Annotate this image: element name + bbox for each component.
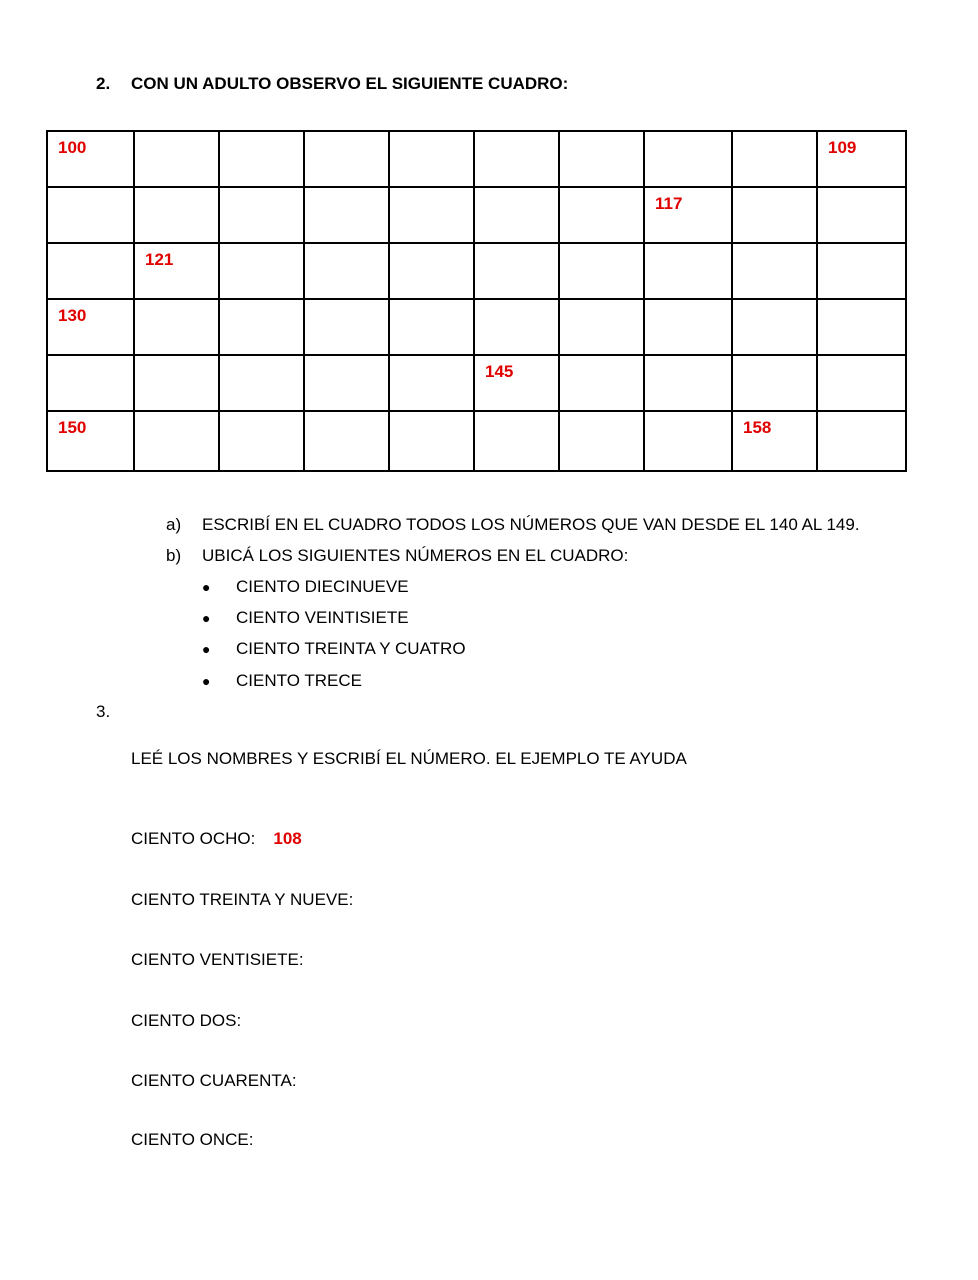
grid-number: 130 (58, 306, 87, 325)
grid-cell[interactable] (219, 299, 304, 355)
section-number: 2. (96, 74, 111, 93)
bullet-icon: ● (202, 641, 211, 657)
grid-cell[interactable] (219, 411, 304, 471)
number-grid (46, 130, 907, 472)
grid-cell[interactable] (219, 131, 304, 187)
grid-cell[interactable] (732, 243, 817, 299)
bullet-icon: ● (202, 579, 211, 595)
prompt-line: CIENTO ONCE: (131, 1130, 254, 1149)
grid-row (47, 299, 906, 355)
grid-cell[interactable] (389, 187, 474, 243)
grid-number: 145 (485, 362, 514, 381)
grid-cell[interactable] (644, 187, 732, 243)
grid-cell[interactable] (732, 131, 817, 187)
grid-cell[interactable] (474, 299, 559, 355)
grid-cell[interactable] (219, 243, 304, 299)
grid-number: 100 (58, 138, 87, 157)
grid-cell[interactable] (134, 187, 219, 243)
grid-cell[interactable] (219, 187, 304, 243)
grid-cell[interactable] (644, 411, 732, 471)
grid-cell[interactable] (559, 411, 644, 471)
prompt-line: CIENTO TREINTA Y NUEVE: (131, 890, 354, 909)
grid-row (47, 411, 906, 471)
item-text: UBICÁ LOS SIGUIENTES NÚMEROS EN EL CUADRO: (202, 546, 629, 565)
bullet-text: CIENTO TREINTA Y CUATRO (236, 639, 466, 658)
item-label: b) (166, 546, 182, 565)
grid-cell[interactable] (304, 355, 389, 411)
grid-cell[interactable] (644, 131, 732, 187)
bullet-icon: ● (202, 610, 211, 626)
grid-cell[interactable] (304, 187, 389, 243)
prompt-line: CIENTO DOS: (131, 1011, 242, 1030)
grid-cell[interactable] (134, 243, 219, 299)
grid-cell[interactable] (389, 355, 474, 411)
grid-cell[interactable] (304, 299, 389, 355)
grid-cell[interactable] (134, 299, 219, 355)
grid-row (47, 355, 906, 411)
grid-cell[interactable] (47, 187, 134, 243)
grid-row (47, 187, 906, 243)
grid-cell[interactable] (644, 243, 732, 299)
prompt-line: CIENTO VENTISIETE: (131, 950, 304, 969)
grid-cell[interactable] (474, 131, 559, 187)
grid-cell[interactable] (474, 355, 559, 411)
grid-cell[interactable] (559, 299, 644, 355)
grid-number: 109 (828, 138, 857, 157)
example-answer: 108 (273, 829, 302, 848)
grid-cell[interactable] (644, 355, 732, 411)
prompt-line: CIENTO CUARENTA: (131, 1071, 297, 1090)
section-3-instruction: LEÉ LOS NOMBRES Y ESCRIBÍ EL NÚMERO. EL EJEMPLO TE AYUDA (131, 749, 687, 768)
grid-cell[interactable] (389, 131, 474, 187)
grid-cell[interactable] (304, 243, 389, 299)
grid-cell[interactable] (219, 355, 304, 411)
grid-cell[interactable] (817, 355, 906, 411)
grid-cell[interactable] (47, 355, 134, 411)
grid-cell[interactable] (474, 411, 559, 471)
example-line (131, 829, 302, 849)
grid-cell[interactable] (559, 243, 644, 299)
grid-row (47, 243, 906, 299)
bullet-item (202, 577, 409, 597)
grid-cell[interactable] (389, 299, 474, 355)
grid-cell[interactable] (47, 243, 134, 299)
bullet-text: CIENTO DIECINUEVE (236, 577, 409, 596)
grid-cell[interactable] (817, 411, 906, 471)
section-2-heading (96, 74, 568, 94)
item-label: a) (166, 515, 182, 534)
grid-cell[interactable] (817, 131, 906, 187)
grid-number: 150 (58, 418, 87, 437)
grid-cell[interactable] (389, 243, 474, 299)
grid-cell[interactable] (817, 299, 906, 355)
grid-number: 121 (145, 250, 174, 269)
grid-cell[interactable] (47, 411, 134, 471)
grid-cell[interactable] (559, 131, 644, 187)
grid-cell[interactable] (817, 243, 906, 299)
grid-cell[interactable] (732, 299, 817, 355)
grid-cell[interactable] (559, 355, 644, 411)
bullet-text: CIENTO VEINTISIETE (236, 608, 409, 627)
grid-cell[interactable] (732, 187, 817, 243)
grid-cell[interactable] (304, 131, 389, 187)
example-label: CIENTO OCHO: (131, 829, 256, 848)
item-a (166, 515, 860, 535)
bullet-item (202, 671, 362, 691)
item-b (166, 546, 628, 566)
item-text: ESCRIBÍ EN EL CUADRO TODOS LOS NÚMEROS QUE VAN DESDE EL 140 AL 149. (202, 515, 860, 534)
grid-cell[interactable] (389, 411, 474, 471)
grid-cell[interactable] (732, 411, 817, 471)
grid-cell[interactable] (732, 355, 817, 411)
bullet-item (202, 608, 409, 628)
grid-cell[interactable] (134, 355, 219, 411)
grid-cell[interactable] (134, 131, 219, 187)
grid-cell[interactable] (134, 411, 219, 471)
grid-cell[interactable] (304, 411, 389, 471)
grid-cell[interactable] (47, 299, 134, 355)
grid-cell[interactable] (817, 187, 906, 243)
grid-cell[interactable] (474, 243, 559, 299)
bullet-text: CIENTO TRECE (236, 671, 362, 690)
section-title: CON UN ADULTO OBSERVO EL SIGUIENTE CUADRO: (131, 74, 569, 93)
grid-cell[interactable] (474, 187, 559, 243)
bullet-icon: ● (202, 673, 211, 689)
grid-number: 117 (655, 194, 683, 213)
grid-row (47, 131, 906, 187)
grid-cell[interactable] (47, 131, 134, 187)
section-3-number: 3. (96, 702, 111, 721)
grid-cell[interactable] (559, 187, 644, 243)
grid-cell[interactable] (644, 299, 732, 355)
grid-number: 158 (743, 418, 772, 437)
bullet-item (202, 639, 466, 659)
